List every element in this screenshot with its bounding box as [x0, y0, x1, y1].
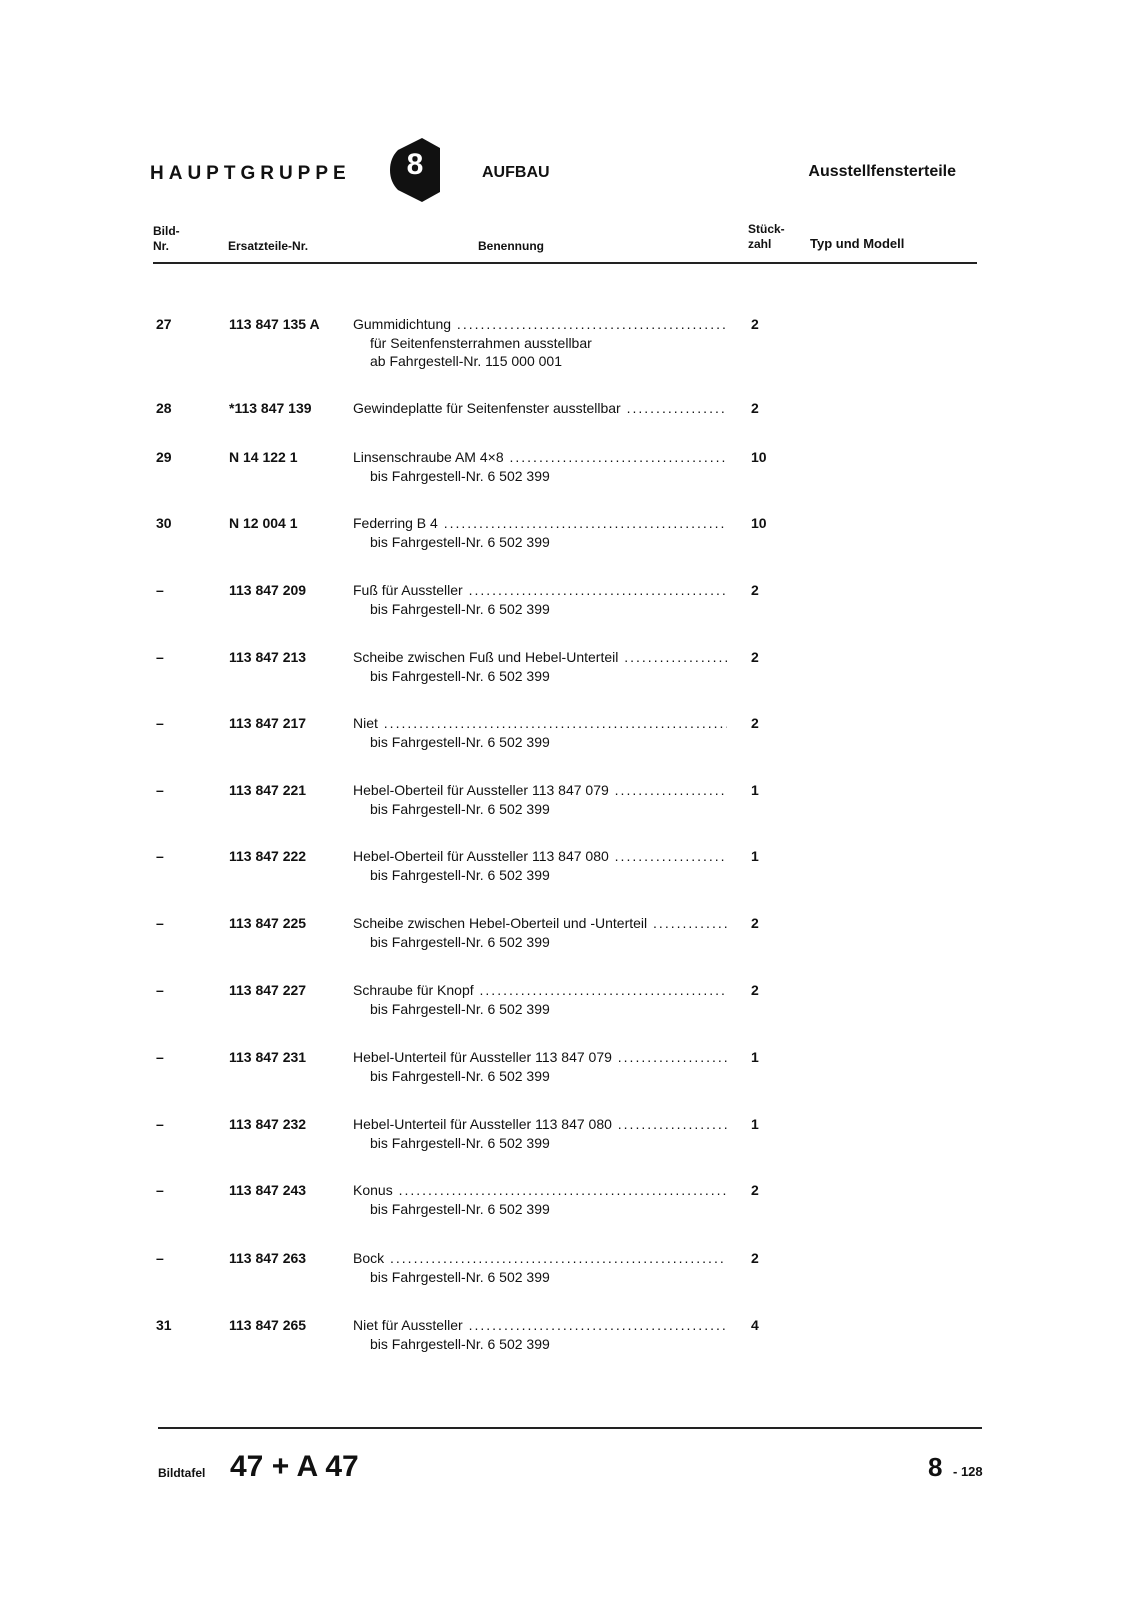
header-divider	[153, 262, 977, 264]
row-description: Bock .....	[353, 1250, 727, 1266]
col-header-quantity-line2: zahl	[748, 237, 772, 251]
row-description: Schraube für Knopf .....	[353, 982, 727, 998]
row-quantity: 2	[751, 1250, 759, 1266]
row-description: Gummidichtung .....	[353, 316, 727, 332]
col-header-bild	[153, 224, 180, 254]
row-bild-nr: –	[156, 1182, 164, 1198]
row-part-number: 113 847 265	[229, 1317, 307, 1333]
row-quantity: 2	[751, 715, 759, 731]
row-part-number: 113 847 209	[229, 582, 307, 598]
row-note-line2: ab Fahrgestell-Nr. 115 000 001	[370, 353, 562, 369]
row-description: Scheibe zwischen Fuß und Hebel-Unterteil .....	[353, 649, 727, 665]
row-bild-nr: –	[156, 715, 164, 731]
row-part-number: 113 847 213	[229, 649, 307, 665]
row-bild-nr: –	[156, 915, 164, 931]
subsection-title: Ausstellfensterteile	[808, 163, 956, 180]
row-description: Hebel-Unterteil für Aussteller 113 847 079 .....	[353, 1049, 727, 1065]
table-row	[0, 1250, 1132, 1310]
row-bild-nr: 31	[156, 1317, 172, 1333]
row-description: Scheibe zwischen Hebel-Oberteil und -Unterteil .....	[353, 915, 727, 931]
row-part-number: N 12 004 1	[229, 515, 298, 531]
row-note: bis Fahrgestell-Nr. 6 502 399	[370, 1201, 550, 1217]
row-quantity: 2	[751, 649, 759, 665]
col-header-description: Benennung	[478, 239, 544, 253]
row-quantity: 1	[751, 782, 759, 798]
row-quantity: 2	[751, 316, 759, 332]
row-quantity: 10	[751, 515, 767, 531]
row-note-line1: für Seitenfensterrahmen ausstellbar	[370, 335, 592, 351]
row-note: bis Fahrgestell-Nr. 6 502 399	[370, 934, 550, 950]
row-quantity: 4	[751, 1317, 759, 1333]
row-part-number: 113 847 227	[229, 982, 307, 998]
table-row	[0, 1049, 1132, 1109]
row-quantity: 2	[751, 915, 759, 931]
row-bild-nr: –	[156, 782, 164, 798]
table-row	[0, 449, 1132, 509]
col-header-bild-line2: Nr.	[153, 239, 170, 253]
row-part-number: 113 847 217	[229, 715, 307, 731]
row-part-number: 113 847 232	[229, 1116, 307, 1132]
row-part-number: 113 847 263	[229, 1250, 307, 1266]
table-row	[0, 515, 1132, 575]
footer-divider	[158, 1427, 982, 1429]
row-quantity: 2	[751, 982, 759, 998]
row-note: bis Fahrgestell-Nr. 6 502 399	[370, 867, 550, 883]
row-description: Niet für Aussteller .....	[353, 1317, 727, 1333]
row-description: Fuß für Aussteller .....	[353, 582, 727, 598]
row-description: Hebel-Unterteil für Aussteller 113 847 080 .....	[353, 1116, 727, 1132]
row-bild-nr: –	[156, 649, 164, 665]
row-quantity: 10	[751, 449, 767, 465]
row-description: Konus .....	[353, 1182, 727, 1198]
row-bild-nr: –	[156, 1049, 164, 1065]
row-part-number: 113 847 221	[229, 782, 307, 798]
row-bild-nr: –	[156, 1116, 164, 1132]
table-row	[0, 982, 1132, 1042]
table-row	[0, 582, 1132, 642]
col-header-quantity	[748, 222, 785, 252]
row-description: Federring B 4 .....	[353, 515, 727, 531]
table-row	[0, 1116, 1132, 1176]
group-label: HAUPTGRUPPE	[150, 163, 351, 184]
col-header-part-number: Ersatzteile-Nr.	[228, 239, 309, 253]
table-row	[0, 1317, 1132, 1377]
row-quantity: 2	[751, 1182, 759, 1198]
table-row	[0, 715, 1132, 775]
row-note: bis Fahrgestell-Nr. 6 502 399	[370, 801, 550, 817]
footer-page-number: - 128	[953, 1464, 983, 1479]
row-bild-nr: 27	[156, 316, 172, 332]
row-description: Linsenschraube AM 4×8 .....	[353, 449, 727, 465]
row-quantity: 1	[751, 1116, 759, 1132]
row-part-number: N 14 122 1	[229, 449, 298, 465]
row-part-number: 113 847 135 A	[229, 316, 320, 332]
row-note: bis Fahrgestell-Nr. 6 502 399	[370, 1336, 550, 1352]
row-part-number: *113 847 139	[229, 400, 312, 416]
row-bild-nr: –	[156, 582, 164, 598]
row-bild-nr: –	[156, 982, 164, 998]
row-bild-nr: –	[156, 848, 164, 864]
row-bild-nr: 28	[156, 400, 172, 416]
row-quantity: 2	[751, 400, 759, 416]
row-part-number: 113 847 222	[229, 848, 307, 864]
row-description: Niet .....	[353, 715, 727, 731]
row-note: bis Fahrgestell-Nr. 6 502 399	[370, 601, 550, 617]
row-quantity: 1	[751, 1049, 759, 1065]
table-row	[0, 649, 1132, 709]
row-description: Gewindeplatte für Seitenfenster ausstellbar .....	[353, 400, 727, 416]
row-note: bis Fahrgestell-Nr. 6 502 399	[370, 1135, 550, 1151]
col-header-quantity-line1: Stück-	[748, 222, 785, 236]
row-note: bis Fahrgestell-Nr. 6 502 399	[370, 1068, 550, 1084]
row-note	[370, 334, 592, 370]
table-row	[0, 1182, 1132, 1242]
col-header-type-model: Typ und Modell	[810, 236, 905, 251]
col-header-bild-line1: Bild-	[153, 224, 180, 238]
row-note: bis Fahrgestell-Nr. 6 502 399	[370, 1269, 550, 1285]
row-part-number: 113 847 243	[229, 1182, 307, 1198]
row-note: bis Fahrgestell-Nr. 6 502 399	[370, 468, 550, 484]
row-bild-nr: –	[156, 1250, 164, 1266]
footer-plate-label: Bildtafel	[158, 1466, 206, 1480]
row-description: Hebel-Oberteil für Aussteller 113 847 079 .....	[353, 782, 727, 798]
row-note: bis Fahrgestell-Nr. 6 502 399	[370, 734, 550, 750]
row-bild-nr: 30	[156, 515, 172, 531]
row-quantity: 2	[751, 582, 759, 598]
table-row	[0, 848, 1132, 908]
row-note: bis Fahrgestell-Nr. 6 502 399	[370, 534, 550, 550]
footer-section-number: 8	[928, 1452, 943, 1482]
row-part-number: 113 847 231	[229, 1049, 307, 1065]
row-bild-nr: 29	[156, 449, 172, 465]
table-row	[0, 782, 1132, 842]
row-part-number: 113 847 225	[229, 915, 307, 931]
section-title: AUFBAU	[482, 164, 550, 181]
group-number: 8	[406, 148, 424, 181]
row-note: bis Fahrgestell-Nr. 6 502 399	[370, 1001, 550, 1017]
table-row	[0, 316, 1132, 376]
footer-plate-numbers: 47 + A 47	[230, 1450, 359, 1483]
row-description: Hebel-Oberteil für Aussteller 113 847 080 .....	[353, 848, 727, 864]
row-note: bis Fahrgestell-Nr. 6 502 399	[370, 668, 550, 684]
table-row	[0, 915, 1132, 975]
row-quantity: 1	[751, 848, 759, 864]
